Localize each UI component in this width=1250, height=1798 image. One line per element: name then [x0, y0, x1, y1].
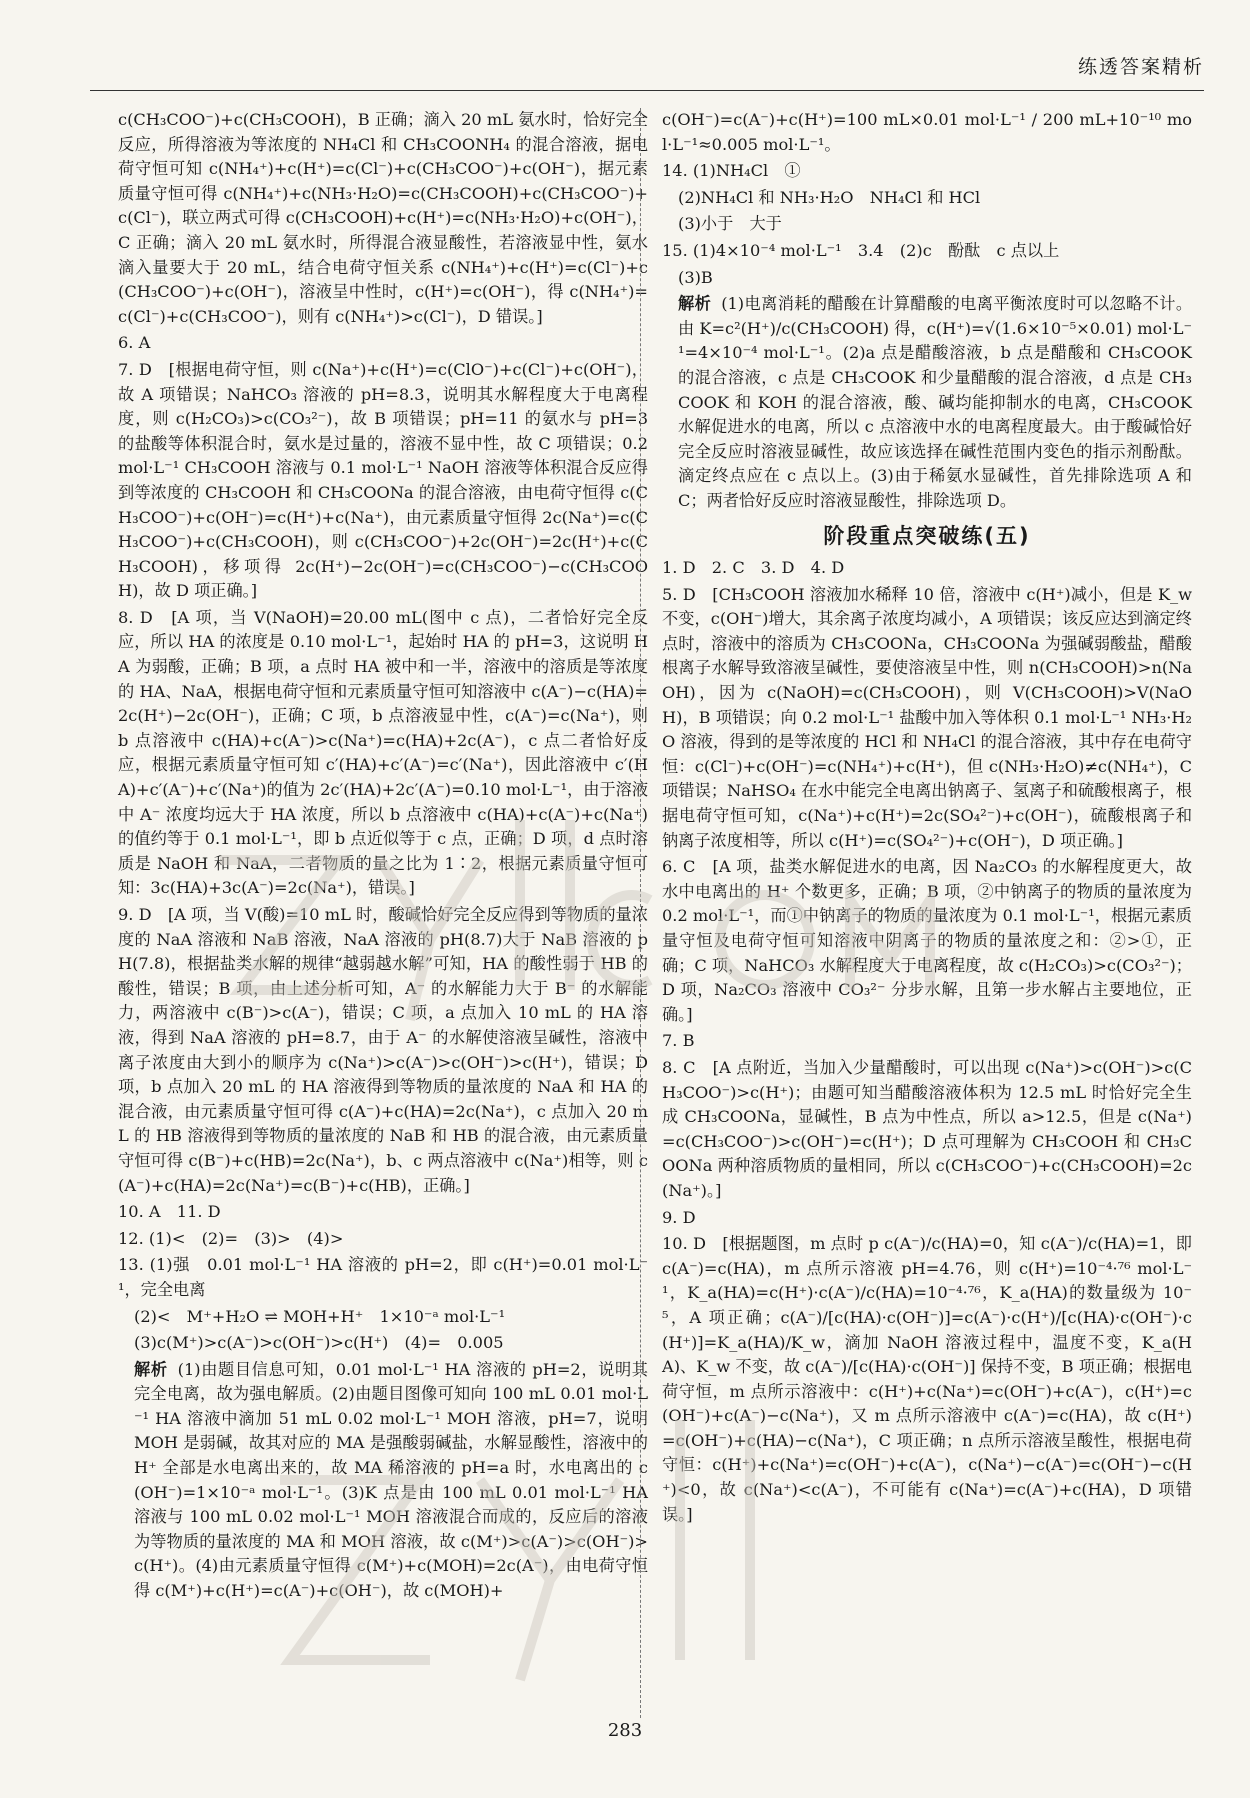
answer-text: 8. C [A 点附近，当加入少量醋酸时，可以出现 c(Na⁺)>c(OH⁻)>c(CH₃COO⁻)>c(H⁺)；由题可知当醋酸溶液体积为 12.5 mL 时恰好完全生成 CH₃COONa，显碱性，B 点为中性点，所以 a>12.5，但是 c(Na⁺)=c(CH₃COO⁻)>c(OH⁻)=c(H⁺)；D 点可理解为 CH₃COOH 和 CH₃COONa 两种溶质物质的量相同，所以 c(CH₃COO⁻)+c(CH₃COOH)=2c(Na⁺)。] — [662, 1057, 1192, 1200]
answer-paragraph — [662, 239, 1192, 264]
answer-text: 7. D [根据电荷守恒，则 c(Na⁺)+c(H⁺)=c(ClO⁻)+c(Cl⁻)+c(OH⁻)，故 A 项错误；NaHCO₃ 溶液的 pH=8.3，说明其水解程度大于电离程度，则 c(H₂CO₃)>c(CO₃²⁻)，故 B 项错误；pH=11 的氨水与 pH=3 的盐酸等体积混合时，氨水是过量的，溶液不显中性，故 C 项错误；0.2 mol·L⁻¹ CH₃COOH 溶液与 0.1 mol·L⁻¹ NaOH 溶液等体积混合反应得到等浓度的 CH₃COOH 和 CH₃COONa 的混合溶液，由电荷守恒得 c(CH₃COO⁻)+c(OH⁻)=c(H⁺)+c(Na⁺)，由元素质量守恒得 2c(Na⁺)=c(CH₃COO⁻)+c(CH₃COOH)，则 c(CH₃COO⁻)+2c(OH⁻)=2c(H⁺)+c(CH₃COOH)，移项得 2c(H⁺)−2c(OH⁻)=c(CH₃COO⁻)−c(CH₃COOH)，故 D 项正确。] — [118, 359, 648, 601]
answer-text: (1)由题目信息可知，0.01 mol·L⁻¹ HA 溶液的 pH=2，说明其完全电离，故为强电解质。(2)由题目图像可知向 100 mL 0.01 mol·L⁻¹ HA 溶液中滴加 51 mL 0.02 mol·L⁻¹ MOH 溶液，pH=7，说明 MOH 是弱碱，故其对应的 MA 是强酸弱碱盐，水解显酸性，溶液中的 H⁺ 全部是水电离出来的，故 MA 稀溶液的 pH=a 时，水电离出的 c(OH⁻)=1×10⁻ᵃ mol·L⁻¹。(3)K 点是由 100 mL 0.01 mol·L⁻¹ HA 溶液与 100 mL 0.02 mol·L⁻¹ MOH 溶液混合而成的，反应后的溶液为等物质的量浓度的 MA 和 MOH 溶液，故 c(M⁺)>c(A⁻)>c(OH⁻)>c(H⁺)。(4)由元素质量守恒得 c(M⁺)+c(MOH)=2c(A⁻)，由电荷守恒得 c(M⁺)+c(H⁺)=c(A⁻)+c(OH⁻)，故 c(MOH)+ — [134, 1359, 648, 1601]
answer-text: 8. D [A 项，当 V(NaOH)=20.00 mL(图中 c 点)，二者恰好完全反应，所以 HA 的浓度是 0.10 mol·L⁻¹，起始时 HA 的 pH=3，这说明 HA 为弱酸，正确；B 项，a 点时 HA 被中和一半，溶液中的溶质是等浓度的 HA、NaA，根据电荷守恒和元素质量守恒可知溶液中 c(A⁻)−c(HA)=2c(H⁺)−2c(OH⁻)，正确；C 项，b 点溶液显中性，c(A⁻)=c(Na⁺)，则 b 点溶液中 c(HA)+c(A⁻)>c(Na⁺)=c(HA)+2c(A⁻)，c 点二者恰好反应，根据元素质量守恒可知 c′(HA)+c′(A⁻)=c′(Na⁺)，因此溶液中 c′(HA)+c′(A⁻)+c′(Na⁺)的值为 2c′(HA)+2c′(A⁻)=0.10 mol·L⁻¹，由于溶液中 A⁻ 浓度均远大于 HA 浓度，所以 b 点溶液中 c(HA)+c(A⁻)+c(Na⁺)的值约等于 0.1 mol·L⁻¹，即 b 点近似等于 c 点，正确；D 项，d 点时溶质是 NaOH 和 NaA，二者物质的量之比为 1∶2，根据元素质量守恒可知：3c(HA)+3c(A⁻)=2c(Na⁺)，错误。] — [118, 607, 649, 898]
answer-text: 9. D [A 项，当 V(酸)=10 mL 时，酸碱恰好完全反应得到等物质的量浓度的 NaA 溶液和 NaB 溶液，NaA 溶液的 pH(8.7)大于 NaB 溶液的 pH(7.8)，根据盐类水解的规律“越弱越水解”可知，HA 的酸性弱于 HB 的酸性，错误；B 项，由上述分析可知，A⁻ 的水解能力大于 B⁻ 的水解能力，两溶液中 c(B⁻)>c(A⁻)，错误；C 项，a 点加入 10 mL 的 HA 溶液，得到 NaA 溶液的 pH=8.7，由于 A⁻ 的水解使溶液呈碱性，溶液中离子浓度由大到小的顺序为 c(Na⁺)>c(A⁻)>c(OH⁻)>c(H⁺)，错误；D 项，b 点加入 20 mL 的 HA 溶液得到等物质的量浓度的 NaA 和 HA 的混合液，由元素质量守恒可得 c(A⁻)+c(HA)=2c(Na⁺)，c 点加入 20 mL 的 HB 溶液得到等物质的量浓度的 NaB 和 HB 的混合液，由元素质量守恒可得 c(B⁻)+c(HB)=2c(Na⁺)，b、c 两点溶液中 c(Na⁺)相等，则 c(A⁻)+c(HA)=2c(Na⁺)=c(B⁻)+c(HB)，正确。] — [118, 905, 648, 1195]
answer-paragraph — [662, 583, 1192, 854]
answer-text: (2)NH₄Cl 和 NH₃·H₂O NH₄Cl 和 HCl — [678, 187, 981, 207]
answer-paragraph — [118, 1253, 648, 1302]
section-title: 阶段重点突破练(五) — [823, 523, 1031, 548]
answer-text: 15. (1)4×10⁻⁴ mol·L⁻¹ 3.4 (2)c 酚酞 c 点以上 — [662, 240, 1060, 260]
answer-text: 6. C [A 项，盐类水解促进水的电离，因 Na₂CO₃ 的水解程度更大，故水中电离出的 H⁺ 个数更多，正确；B 项，②中钠离子的物质的量浓度为 0.2 mol·L⁻¹，而①中钠离子的物质的量浓度为 0.1 mol·L⁻¹，根据元素质量守恒及电荷守恒可知溶液中阴离子的物质的量浓度之和：②>①，正确；C 项，NaHCO₃ 水解程度大于电离程度，故 c(H₂CO₃)>c(CO₃²⁻)；D 项，Na₂CO₃ 溶液中 CO₃²⁻ 分步水解，且第一步水解占主要地位，正确。] — [662, 857, 1192, 1024]
answer-paragraph — [662, 266, 1192, 291]
answer-paragraph — [118, 1227, 648, 1252]
answer-text: 7. B — [662, 1031, 695, 1051]
answer-text: 9. D — [662, 1207, 696, 1227]
answer-text: (3)c(M⁺)>c(A⁻)>c(OH⁻)>c(H⁺) (4)= 0.005 — [134, 1333, 504, 1353]
analysis-label: 解析 — [134, 1359, 168, 1379]
answer-paragraph — [118, 903, 648, 1198]
answer-paragraph — [118, 1331, 648, 1356]
answer-paragraph — [662, 108, 1192, 157]
answer-paragraph — [118, 108, 648, 329]
answer-paragraph — [118, 358, 648, 604]
answer-text: (2)< M⁺+H₂O ⇌ MOH+H⁺ 1×10⁻ᵃ mol·L⁻¹ — [134, 1306, 506, 1326]
answer-paragraph — [662, 292, 1192, 513]
answer-paragraph — [662, 1232, 1192, 1527]
answer-paragraph — [118, 606, 648, 901]
page-header-title: 练透答案精析 — [1077, 56, 1204, 78]
answer-text: (3)B — [678, 267, 713, 287]
answer-paragraph — [662, 1056, 1192, 1204]
answer-text: 6. A — [118, 333, 151, 353]
answer-text: 10. D [根据题图，m 点时 p c(A⁻)/c(HA)=0，知 c(A⁻)/c(HA)=1，即 c(A⁻)=c(HA)，m 点所示溶液 pH=4.76，则 c(H⁺)=10⁻⁴·⁷⁶ mol·L⁻¹，K_a(HA)=c(H⁺)·c(A⁻)/c(HA)=10⁻⁴·⁷⁶，K_a(HA)的数量级为 10⁻⁵，A 项正确；c(A⁻)/[c(HA)·c(OH⁻)]=c(A⁻)·c(H⁺)/[c(HA)·c(OH⁻)·c(H⁺)]=K_a(HA)/K_w，滴加 NaOH 溶液过程中，温度不变，K_a(HA)、K_w 不变，故 c(A⁻)/[c(HA)·c(OH⁻)] 保持不变，B 项正确；根据电荷守恒，m 点所示溶液中：c(H⁺)+c(Na⁺)=c(OH⁻)+c(A⁻)，c(H⁺)=c(OH⁻)+c(A⁻)−c(Na⁺)，又 m 点所示溶液中 c(A⁻)=c(HA)，故 c(H⁺)=c(OH⁻)+c(HA)−c(Na⁺)，C 项正确；n 点所示溶液呈酸性，根据电荷守恒：c(H⁺)+c(Na⁺)=c(OH⁻)+c(A⁻)，c(Na⁺)−c(A⁻)=c(OH⁻)−c(H⁺)<0，故 c(Na⁺)<c(A⁻)，不可能有 c(Na⁺)=c(A⁻)+c(HA)，D 项错误。] — [662, 1234, 1193, 1524]
answer-paragraph — [662, 186, 1192, 211]
column-divider — [640, 108, 641, 1718]
answer-paragraph — [118, 331, 648, 356]
right-column — [662, 108, 1192, 1529]
answer-paragraph — [118, 1358, 648, 1604]
answer-text: (3)小于 大于 — [678, 214, 782, 234]
left-column — [118, 108, 648, 1606]
answer-paragraph — [662, 1029, 1192, 1054]
answer-text: 12. (1)< (2)= (3)> (4)> — [118, 1228, 344, 1248]
answer-paragraph — [118, 1200, 648, 1225]
answer-text: 14. (1)NH₄Cl ① — [662, 161, 801, 181]
answer-paragraph — [662, 1206, 1192, 1231]
answer-paragraph — [662, 556, 1192, 581]
answer-paragraph — [662, 855, 1192, 1027]
answer-text: 5. D [CH₃COOH 溶液加水稀释 10 倍，溶液中 c(H⁺)减小，但是 K_w 不变，c(OH⁻)增大，其余离子浓度均减小，A 项错误；该反应达到滴定终点时，溶液中的溶质为 CH₃COONa，CH₃COONa 为强碱弱酸盐，醋酸根离子水解导致溶液呈碱性，要使溶液呈中性，则 n(CH₃COOH)>n(NaOH)，因为 c(NaOH)=c(CH₃COOH)，则 V(CH₃COOH)>V(NaOH)，B 项错误；向 0.2 mol·L⁻¹ 盐酸中加入等体积 0.1 mol·L⁻¹ NH₃·H₂O 溶液，得到的是等浓度的 HCl 和 NH₄Cl 的混合溶液，其中存在电荷守恒：c(Cl⁻)+c(OH⁻)=c(NH₄⁺)+c(H⁺)，但 c(NH₃·H₂O)≠c(NH₄⁺)，C 项错误；NaHSO₄ 在水中能完全电离出钠离子、氢离子和硫酸根离子，根据电荷守恒可知，c(Na⁺)+c(H⁺)=2c(SO₄²⁻)+c(OH⁻)，硫酸根离子和钠离子浓度相等，所以 c(H⁺)=c(SO₄²⁻)+c(OH⁻)，D 项正确。] — [662, 584, 1192, 850]
answer-paragraph — [662, 212, 1192, 237]
page-number: 283 — [607, 1720, 643, 1741]
answer-text: 1. D 2. C 3. D 4. D — [662, 558, 845, 578]
answer-paragraph — [118, 1305, 648, 1330]
answer-text: 13. (1)强 0.01 mol·L⁻¹ HA 溶液的 pH=2，即 c(H⁺)=0.01 mol·L⁻¹，完全电离 — [118, 1255, 648, 1299]
answer-text: c(OH⁻)=c(A⁻)+c(H⁺)=100 mL×0.01 mol·L⁻¹ / 200 mL+10⁻¹⁰ mol·L⁻¹≈0.005 mol·L⁻¹。 — [662, 110, 1192, 154]
answer-text: 10. A 11. D — [118, 1202, 221, 1222]
header-rule — [90, 90, 1204, 91]
answer-text: (1)电离消耗的醋酸在计算醋酸的电离平衡浓度时可以忽略不计。由 K=c²(H⁺)/c(CH₃COOH) 得，c(H⁺)=√(1.6×10⁻⁵×0.01) mol·L⁻¹=4×10⁻⁴ mol·L⁻¹。(2)a 点是醋酸溶液，b 点是醋酸和 CH₃COOK 的混合溶液，c 点是 CH₃COOK 和少量醋酸的混合溶液，d 点是 CH₃COOK 和 KOH 的混合溶液，酸、碱均能抑制水的电离，CH₃COOK 水解促进水的电离，所以 c 点溶液中水的电离程度最大。由于酸碱恰好完全反应时溶液显碱性，故应该选择在碱性范围内变色的指示剂酚酞。滴定终点应在 c 点以上。(3)由于稀氨水显碱性，首先排除选项 A 和 C；两者恰好反应时溶液显酸性，排除选项 D。 — [678, 294, 1193, 510]
analysis-label: 解析 — [678, 294, 712, 314]
answer-paragraph — [662, 159, 1192, 184]
answer-text: c(CH₃COO⁻)+c(CH₃COOH)，B 正确；滴入 20 mL 氨水时，恰好完全反应，所得溶液为等浓度的 NH₄Cl 和 CH₃COONH₄ 的混合溶液，据电荷守恒可知 c(NH₄⁺)+c(H⁺)=c(Cl⁻)+c(CH₃COO⁻)+c(OH⁻)，据元素质量守恒可得 c(NH₄⁺)+c(NH₃·H₂O)=c(CH₃COOH)+c(CH₃COO⁻)+c(Cl⁻)，联立两式可得 c(CH₃COOH)+c(H⁺)=c(NH₃·H₂O)+c(OH⁻)，C 正确；滴入 20 mL 氨水时，所得混合液显酸性，若溶液显中性，氨水滴入量要大于 20 mL，结合电荷守恒关系 c(NH₄⁺)+c(H⁺)=c(Cl⁻)+c(CH₃COO⁻)+c(OH⁻)，溶液呈中性时，c(H⁺)=c(OH⁻)，得 c(NH₄⁺)=c(Cl⁻)+c(CH₃COO⁻)，则有 c(NH₄⁺)>c(Cl⁻)，D 错误。] — [118, 110, 648, 326]
